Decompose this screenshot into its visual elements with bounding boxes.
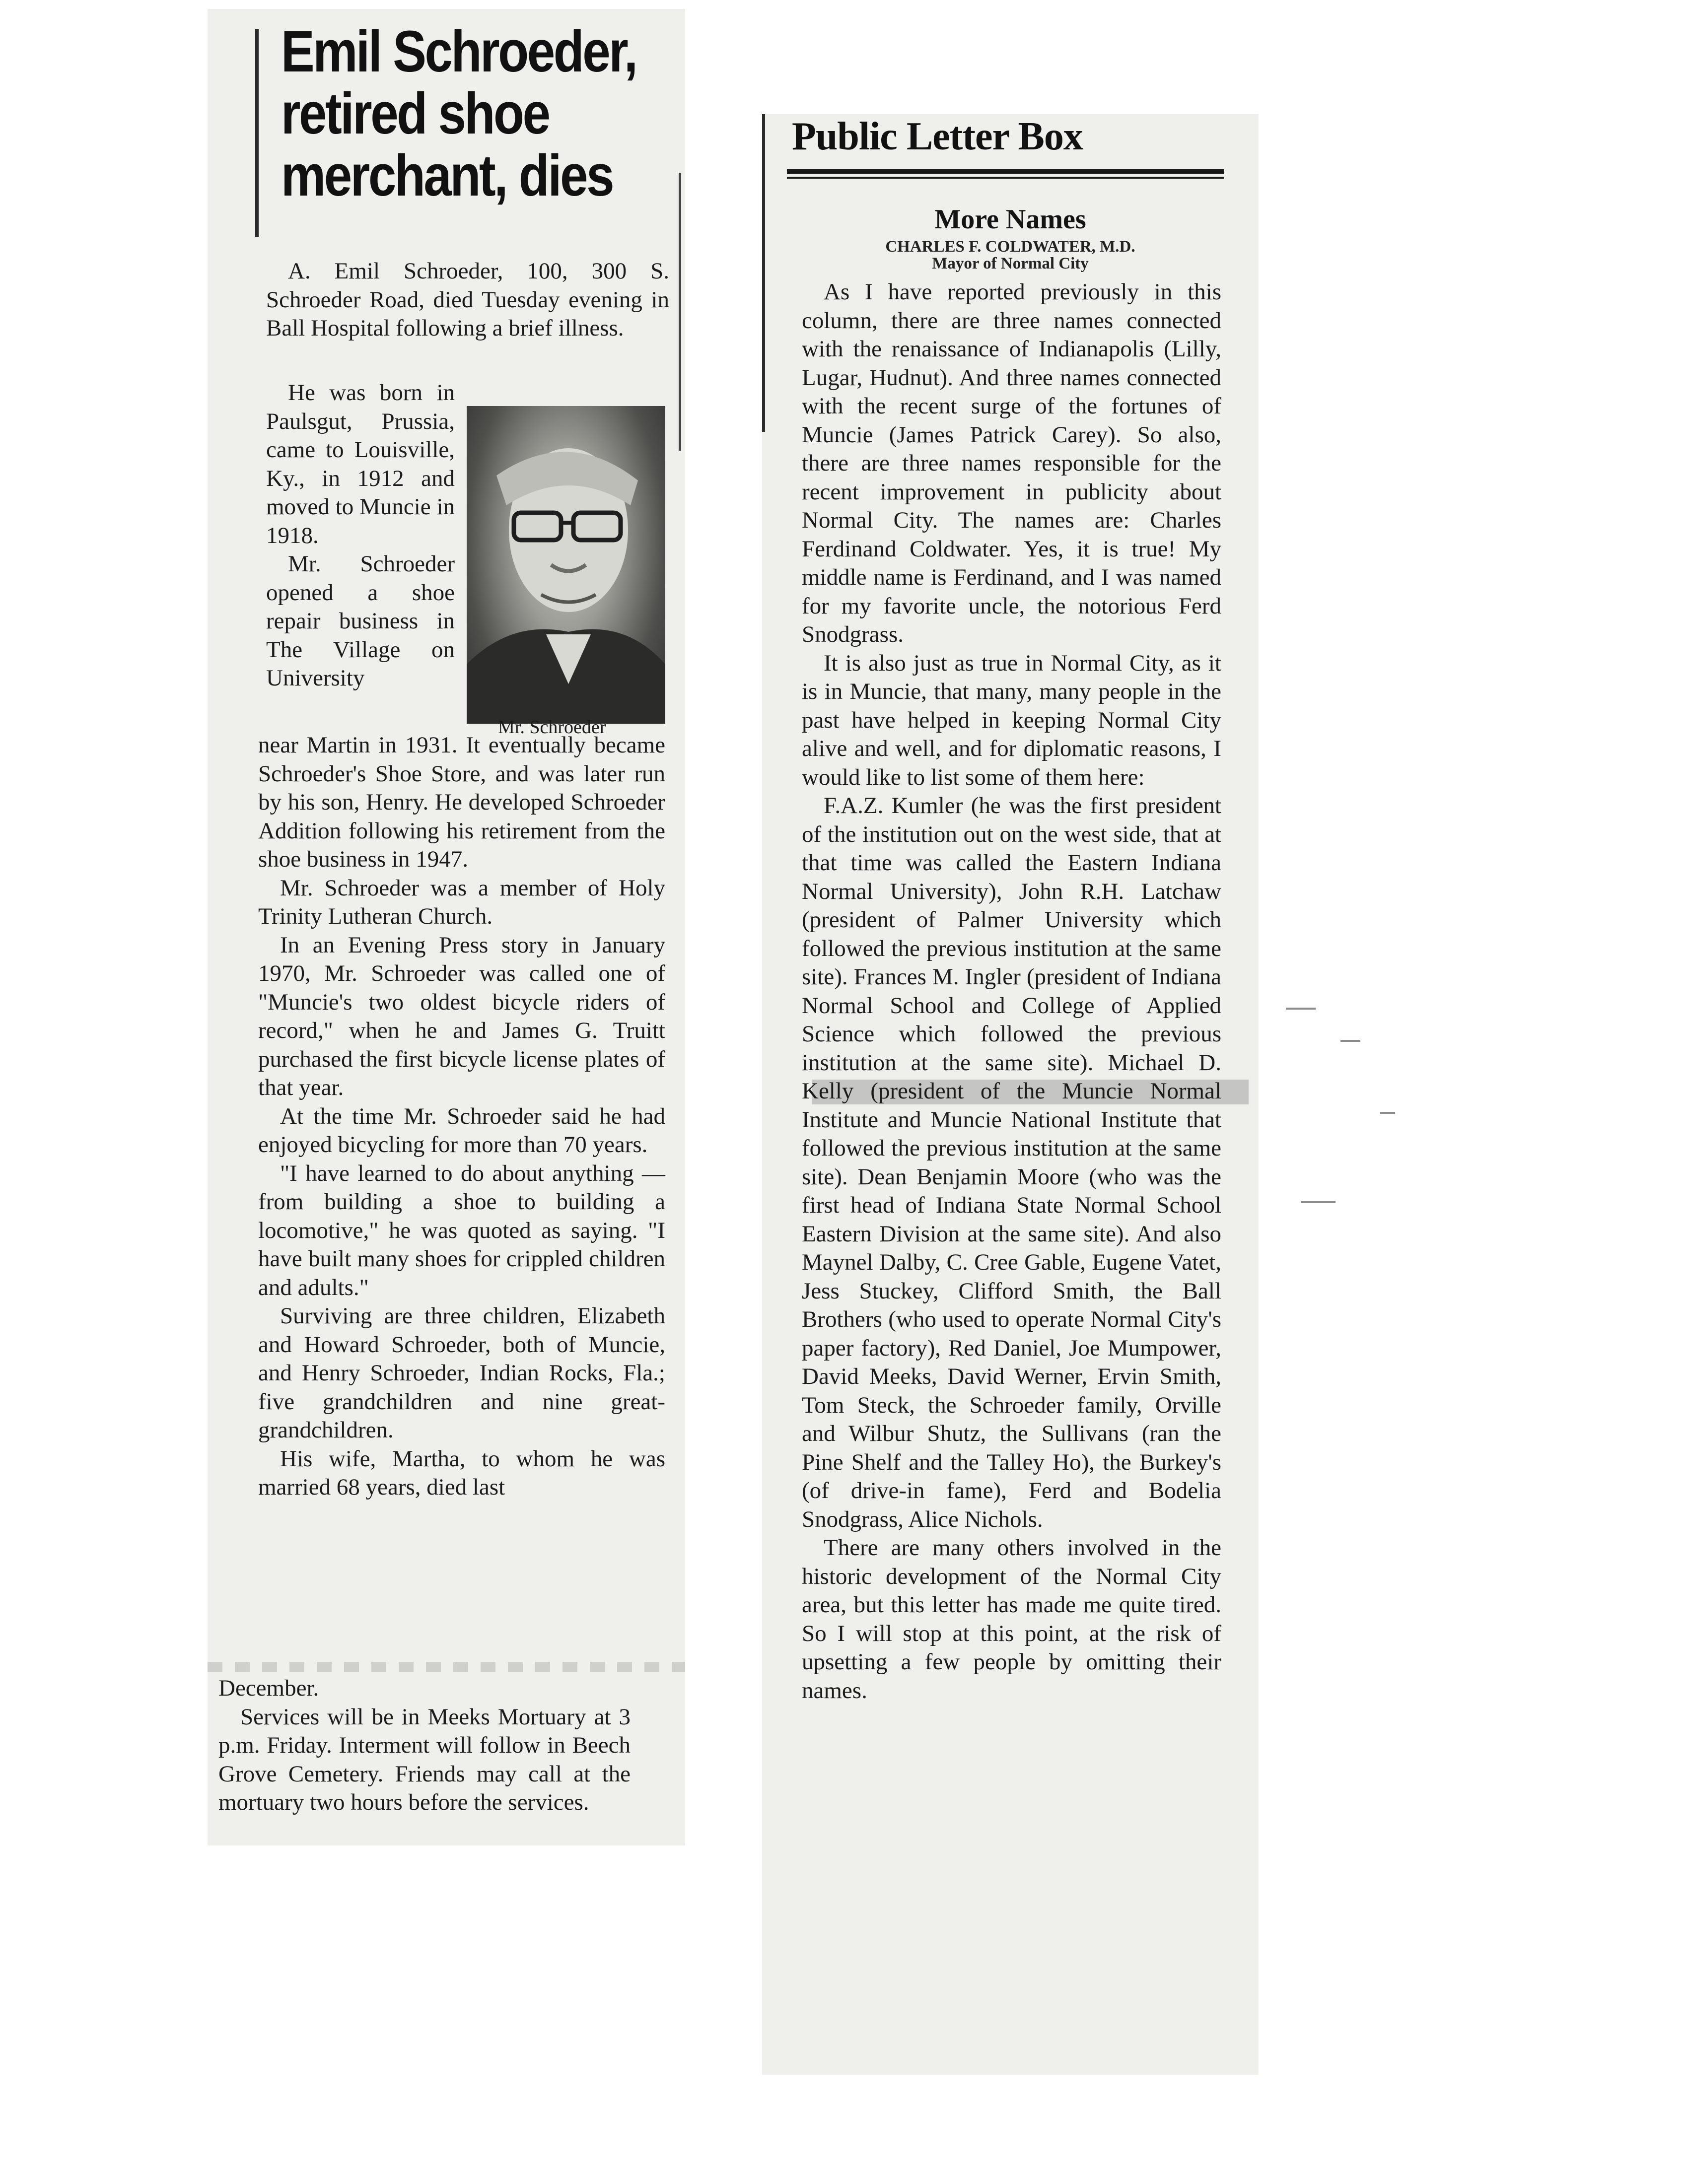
column-rule [255,29,259,237]
obituary-narrow-column [266,379,455,693]
obituary-headline [281,19,636,208]
headline-line: Emil Schroeder, [281,19,636,84]
paragraph: Services will be in Meeks Mortuary at 3 p.m. Friday. Interment will follow in Beech Grove Cemetery. Friends may call at the mortuary two hours before the services. [218,1704,631,1815]
paragraph: near Martin in 1931. It eventually became Schroeder's Shoe Store, and was later run by his son, Henry. He developed Schroeder Addition following his retirement from the shoe business in 1947. [258,732,665,872]
clipping-tear [208,1662,685,1672]
paragraph: "I have learned to do about anything — from building a shoe to building a locomotive," he was quoted as saying. "I have built many shoes for crippled children and adults." [258,1160,665,1300]
paragraph: Mr. Schroeder was a member of Holy Trinity Lutheran Church. [258,875,665,929]
photo-caption: Mr. Schroeder [498,717,606,738]
letter-title: More Names [934,204,1086,235]
scan-speck [1286,1008,1316,1010]
paragraph: It is also just as true in Normal City, as it is in Muncie, that many, many people in the past have helped in keeping Normal City alive and well, and for diplomatic reasons, I would like to list some of them here: [802,650,1221,790]
obituary-tail [218,1674,631,1817]
paragraph: At the time Mr. Schroeder said he had enjoyed bicycling for more than 70 years. [258,1103,665,1158]
paragraph: There are many others involved in the historic development of the Normal City area, but this letter has made me quite tired. So I will stop at this point, at the risk of upsetting a few people by omitting their names. [802,1535,1221,1704]
obituary-intro [266,257,669,343]
paragraph: December. [218,1675,319,1701]
column-title: Public Letter Box [792,115,1083,158]
paragraph: As I have reported previously in this column, there are three names connected with the renaissance of Indianapolis (Lilly, Lugar, Hudnut). And three names connected with the recent surge of the fortunes of Muncie (James Patrick Carey). So also, there are three names responsible for the recent improvement in publicity about Normal City. The names are: Charles Ferdinand Coldwater. Yes, it is true! My middle name is Ferdinand, and I was named for my favorite uncle, the notorious Ferd Snodgrass. [802,279,1221,647]
column-rule [762,114,765,432]
author-name: CHARLES F. COLDWATER, M.D. [885,238,1135,256]
scan-speck [1301,1201,1336,1203]
scan-speck [1380,1112,1395,1114]
paragraph: Surviving are three children, Elizabeth and Howard Schroeder, both of Muncie, and Henry Schroeder, Indian Rocks, Fla.; five grandchildren and nine great-grandchildren. [258,1303,665,1443]
title-rule [787,177,1224,179]
headline-line: retired shoe [281,81,549,146]
byline [762,238,1259,272]
paragraph: Mr. Schroeder opened a shoe repair business in The Village on University [266,551,455,691]
scan-speck [1340,1040,1360,1042]
paragraph: F.A.Z. Kumler (he was the first president of the institution out on the west side, that at that time was called the Eastern Indiana Normal University), John R.H. Latchaw (president of Palmer University which followed the previous institution at the same site). Frances M. Ingler (president of Indiana Normal School and College of Applied Science which followed the previous institution at the same site). Michael D. Kelly (president of the Muncie Normal Institute and Muncie National Institute that followed the previous institution at the same site). Dean Benjamin Moore (who was the first head of Indiana State Normal School Eastern Division at the same site). And also Maynel Dalby, C. Cree Gable, Eugene Vatet, Jess Stuckey, Clifford Smith, the Ball Brothers (who used to operate Normal City's paper factory), Red Daniel, Joe Mumpower, David Meeks, David Werner, Ervin Smith, Tom Steck, the Schroeder family, Orville and Wilbur Shutz, the Sullivans (ran the Pine Shelf and the Talley Ho), the Burkey's (of drive-in fame), Ferd and Bodelia Snodgrass, Alice Nichols. [802,793,1221,1532]
obituary-body [258,731,665,1502]
portrait-photo [467,406,665,724]
obituary-clipping [208,9,685,1845]
column-rule [679,173,681,451]
paragraph: He was born in Paulsgut, Prussia, came to Louisville, Ky., in 1912 and moved to Muncie in 1918. [266,380,455,548]
author-title: Mayor of Normal City [932,255,1089,273]
title-rule [787,169,1224,174]
paragraph: In an Evening Press story in January 1970, Mr. Schroeder was called one of "Muncie's two oldest bicycle riders of record," when he and James G. Truitt purchased the first bicycle license plates of that year. [258,932,665,1100]
letter-clipping [762,114,1259,2075]
letter-body [802,278,1221,1705]
paragraph: A. Emil Schroeder, 100, 300 S. Schroeder Road, died Tuesday evening in Ball Hospital following a brief illness. [266,258,669,341]
headline-line: merchant, dies [281,143,613,208]
paragraph: His wife, Martha, to whom he was married 68 years, died last [258,1445,665,1500]
